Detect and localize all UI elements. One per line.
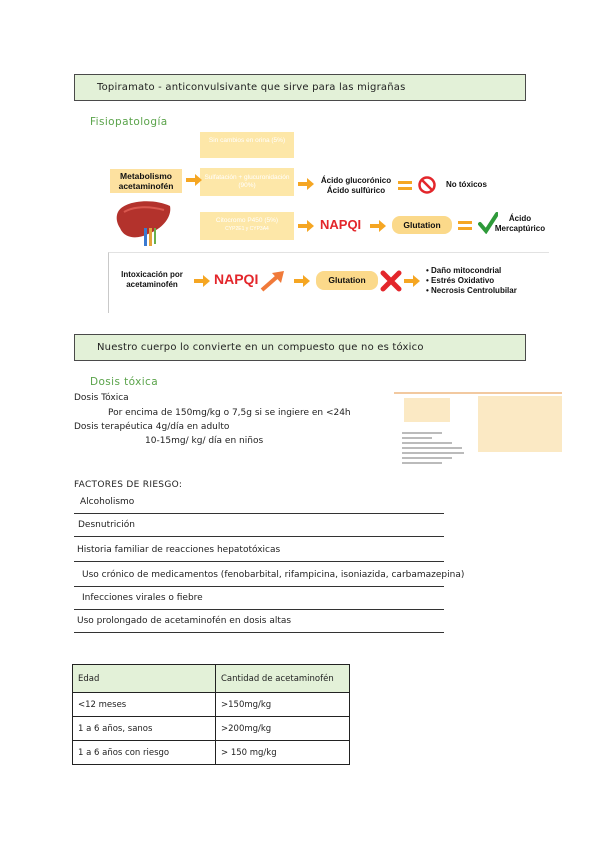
fisiopatologia-heading: Fisiopatología [90,116,168,128]
effects-list [426,266,517,296]
dose-table [72,664,350,765]
factores-heading: FACTORES DE RIESGO: [74,480,183,490]
table-cell: <12 meses [73,693,216,717]
arrow-right-icon [294,275,310,287]
factor-item: Desnutrición [74,514,444,537]
dosis-line-4: 10-15mg/ kg/ día en niños [145,436,264,446]
metabolism-label: Metabolismo acetaminofén [118,171,174,191]
unchanged-urine-box [200,132,294,158]
arrow-right-icon [298,220,314,232]
factor-item: Historia familiar de reacciones hepatotóxicas [74,539,444,562]
cross-icon [380,270,402,292]
dosis-line-3: Dosis terapéutica 4g/día en adulto [74,422,230,432]
cyp450-box [200,212,294,240]
conversion-banner [74,334,526,361]
factor-item: Infecciones virales o fiebre [74,587,444,610]
effect-item: • Estrés Oxidativo [426,276,495,285]
napqi-intox-label: NAPQI [214,271,259,287]
acids-label [320,176,392,196]
equals-icon [398,181,412,193]
equals-icon [458,221,472,233]
factor-item: Alcoholismo [74,491,444,514]
table-cell: >200mg/kg [216,717,350,741]
unchanged-urine-label: Sin cambios en orina (5%) [208,137,286,144]
dosis-toxica-heading: Dosis tóxica [90,376,159,388]
glutation-label: Glutation [403,220,441,230]
napqi-label: NAPQI [320,217,362,232]
table-cell: 1 a 6 años, sanos [73,717,216,741]
arrow-right-icon [186,174,202,186]
glutation-intox-box [316,271,378,290]
effect-item: • Daño mitocondrial [426,266,502,275]
table-row [73,717,350,741]
intoxication-label: Intoxicación por acetaminofén [121,270,183,289]
metabolism-label-box [110,169,182,193]
no-toxic-label: No tóxicos [446,180,487,189]
factor-item: Uso prolongado de acetaminofén en dosis altas [74,610,444,633]
table-cell: 1 a 6 años con riesgo [73,741,216,765]
acid-glucoronic-label: Ácido glucorónico [320,176,392,185]
table-cell: >150mg/kg [216,693,350,717]
sulfation-label: Sulfatación + glucuronidación (90%) [204,174,290,189]
acid-sulfuric-label: Ácido sulfúrico [326,186,386,195]
arrow-right-icon [370,220,386,232]
liver-icon [114,198,174,248]
effect-item: • Necrosis Centrolubilar [426,286,517,295]
acid-mercapturic-label: Ácido Mercaptúrico [494,214,546,233]
table-header-row [73,665,350,693]
glutation-intox-label: Glutation [328,275,366,285]
arrow-right-icon [298,178,314,190]
increase-arrow-icon [260,270,286,292]
dose-reference-thumbnail [394,392,562,470]
glutation-box [392,216,452,234]
metabolism-diagram [108,128,548,312]
dosis-line-1: Dosis Tóxica [74,393,129,403]
conversion-banner-text: Nuestro cuerpo lo convierte en un compuesto que no es tóxico [97,342,424,353]
prohibited-icon [418,176,436,194]
dosis-line-2: Por encima de 150mg/kg o 7,5g si se ingiere en <24h [108,408,351,418]
table-row [73,693,350,717]
topiramato-banner [74,74,526,101]
table-header-cell: Edad [73,665,216,693]
table-cell: > 150 mg/kg [216,741,350,765]
factor-item: Uso crónico de medicamentos (fenobarbital, rifampicina, isoniazida, carbamazepina) [74,564,444,587]
table-row [73,741,350,765]
cyp450-sublabel: CYP2E1 y CYP3A4 [225,226,269,232]
topiramato-banner-text: Topiramato - anticonvulsivante que sirve para las migrañas [97,82,406,93]
arrow-right-icon [194,275,210,287]
sulfation-box [200,168,294,196]
cyp450-label: Citocromo P450 (5%) [215,217,279,224]
arrow-right-icon [404,275,420,287]
table-header-cell: Cantidad de acetaminofén [216,665,350,693]
